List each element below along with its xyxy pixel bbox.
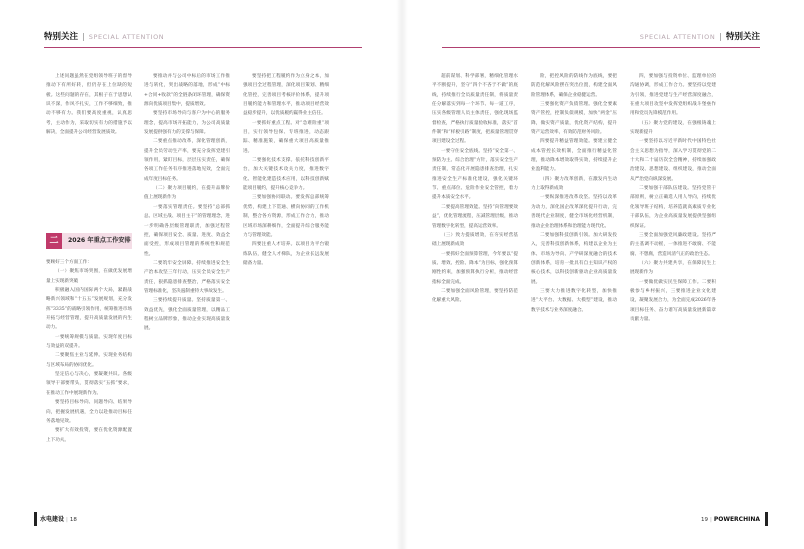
right-column-3 <box>630 72 716 324</box>
left-column-1-body <box>46 258 132 445</box>
left-footer <box>40 516 77 524</box>
footer-corner-mark <box>765 512 768 526</box>
paragraph: 一要抓好重点工程。对“急难险重”项目，实行领导包保、专班推进，动态跟踪、精准施策，确保重大项目高质量推进。 <box>243 120 329 154</box>
header-separator: | <box>82 32 85 41</box>
paragraph: 积极融入国内国际两个大局，紧跟战略新兴领域和“十五五”发展规划，充分发挥“3335”的战略引领作用，统筹推进市场开拓与经营管理，提升高质量发展的内生动力。 <box>46 288 132 331</box>
paragraph: 一要抓好全面预算管理，今年要以“提质、增效、控险、降本”为目标，强化预算刚性约束，加强预算执行分析，推动经营指标全面完成。 <box>432 251 518 285</box>
paragraph: 二要提高管理效能。坚持“向管理要效益”，优化管理流程，压减管理层级，推动管理数字化转型，提高运营效率。 <box>432 204 518 229</box>
footer-separator: | <box>709 517 712 523</box>
paragraph: 二要加强科技创新引领。加大研发投入，完善科技创新体系，构建以企业为主体、市场为导向、产学研深度融合的技术创新体系，培育一批具有自主知识产权的核心技术，以科技创新驱动企业高质量发展。 <box>531 232 617 285</box>
paragraph: 二要强化技术支撑。依托科技创新平台，加大关键技术攻关力度，推进数字化、智能化建造技术应用，以科技创新赋能项目履约，提升核心竞争力。 <box>243 158 329 192</box>
left-header-rule <box>44 47 362 48</box>
paragraph: 险，把控风险的防线作为底线，要把防范化解风险摆在突出位置，构建全面风险管理体系，确保企业稳健运营。 <box>531 74 617 98</box>
paragraph: 要坚持市场导向与客户为中心的服务理念，提高市场开拓能力，为公司高质量发展提供强有力的支撑与保障。 <box>144 111 230 136</box>
right-page <box>402 0 804 549</box>
header-section-en: SPECIAL ATTENTION <box>639 33 716 41</box>
paragraph: 四要提升精益管理效能。要建立健全成本管控长效机制，全面推行精益化管理，推动降本增效取得实效，持续提升企业盈利能力。 <box>531 139 617 173</box>
header-section-zh: 特别关注 <box>44 32 79 42</box>
right-footer <box>701 516 760 524</box>
right-header <box>640 30 760 44</box>
paragraph: （三）致力提质增效，在夯实经营基础上展现新成效 <box>432 232 518 248</box>
section-number-badge: 二 <box>46 233 62 249</box>
paragraph: 二要加强全面风险管理，要坚持防范化解重大风险。 <box>432 288 518 304</box>
paragraph: 要推动并与公司中标后的市场工作推进与转化，突出战略的落地，形成“中标+合同+收款”的全链条闭环管理，确保资源向优质项目集中，提质增效。 <box>144 74 230 108</box>
left-header <box>44 30 164 44</box>
paragraph: 一要统筹规模与质量。实现年度目标与效益的双提升。 <box>46 334 132 350</box>
paragraph: 要坚持目标导向、问题导向、结果导向，把握发展机遇，全力以赴推动目标任务落地见效。 <box>46 400 132 424</box>
page-number: 19 <box>700 517 708 523</box>
footer-brand: 水电建设 <box>40 516 65 523</box>
right-header-rule <box>442 47 760 48</box>
page-number: 18 <box>69 517 77 523</box>
section-title: 2026 年重点工作安排 <box>68 237 131 244</box>
paragraph: 要坚持把工程履约作为立身之本，加强项目全过程管理，深化项目策划、精细化管控，完善项目考核评价体系，提升项目履约能力和管理水平，推动项目经营效益稳步提升，以优质履约赢得业主信任。 <box>243 74 329 117</box>
paragraph: 三要全面加强党风廉政建设。坚持严的主基调不动摇，一体推进不敢腐、不能腐、不想腐，营造风清气正的政治生态。 <box>630 232 716 257</box>
paragraph: 二要筑牢安全屏障。持续推进安全生产治本攻坚三年行动，压实全员安全生产责任，狠抓隐患排查整治，严格落实安全管理标准化，坚决遏制重特大事故发生。 <box>144 260 230 294</box>
paragraph: 坚定信心与决心，要凝聚共识。各级领导干部要带头，贯彻落实“五抓”要求，在推动工作中展现新作为。 <box>46 372 132 396</box>
paragraph: （五）聚力党的建设，在强根铸魂上实现新提升 <box>630 120 716 136</box>
paragraph: （一）聚焦市场突围，在做优发展增量上实现新突破 <box>46 269 132 284</box>
paragraph: 一要落实管理责任。要坚持“总部抓总、区域主战、项目主干”的管理理念，进一步明确各层级管理职责，加强过程管控，确保项目安全、质量、进度、效益全面受控，形成项目管理的系统性和规范性。 <box>144 204 230 257</box>
paragraph: 要扩大有效投资，要在优化资源配置上下功夫。 <box>46 428 132 443</box>
left-column-3 <box>243 72 329 268</box>
footer-separator: | <box>66 517 68 523</box>
section-banner <box>46 233 132 249</box>
paragraph: （四）聚力改革创新，在激发内生动力上取得新成效 <box>531 176 617 192</box>
paragraph: （六）聚力共建共享，在保障民生上展现新作为 <box>630 260 716 276</box>
right-column-2 <box>531 72 617 315</box>
paragraph: 要顾好三个方面工作： <box>46 260 92 265</box>
left-column-1 <box>46 72 132 137</box>
header-section-zh: 特别关注 <box>725 32 760 42</box>
header-section-en: SPECIAL ATTENTION <box>88 33 165 41</box>
footer-brand: POWERCHINA <box>713 516 760 523</box>
paragraph: 一要纵深推进改革攻坚。坚持以改革为动力，深化国企改革深化提升行动，完善现代企业制度，健全市场化经营机制，推动企业治理体系和治理能力现代化。 <box>531 195 617 229</box>
paragraph: 三要强化资产负债管理。强化全要素资产管控，控制负债规模，加快“两金”压降，做实资产质量，优化资产结构，提升资产运营效率，有效防范财务风险。 <box>531 102 617 136</box>
paragraph: 三要加强协同联动。要发挥总部统筹优势，构建上下贯通、横向协同的工作机制，整合各方资源，形成工作合力，推动区域市场深耕细作，全面提升综合服务能力与管理效能。 <box>243 195 329 238</box>
paragraph: 上述问题虽然在党组领导班子的督导推动下有所好转，但仍存在上位缺的短板。这些问题的存在，其根子在于思想认识不深，作风不扎实，工作不够细致，推动不够有力。我们要高度重视，认真思考，主动作为，采取切实有力的措施予以解决，全面提升公司经营发展质效。 <box>46 74 132 136</box>
paragraph: 超前谋划、科学部署，精细化管理水平不断提升，坚守“四个不吝于不做”的底线，持续推行全员质量责任制，将质量责任分解落实到每一个环节、每一道工序，压实各级管理人员主体责任，强化现场监督检查，严格执行质量验收标准，落实“首件制”和“样板引路”制度，把质量管理贯穿项目建设全过程。 <box>432 74 518 145</box>
header-separator: | <box>719 32 722 41</box>
paragraph: 一要坚持以习近平新时代中国特色社会主义思想为指导，深入学习贯彻党的二十大和二十届历次全会精神，持续加强政治建设、思想建设、组织建设，推动全面从严治党向纵深发展。 <box>630 139 716 182</box>
right-column-1 <box>432 72 518 306</box>
paragraph: （二）聚力项目履约，在提升品牌价值上展现新作为 <box>144 186 230 201</box>
paragraph: 二要加强干部队伍建设。坚持党管干部原则，树立正确选人用人导向，持续优化领导班子结构，培养造就高素质专业化干部队伍，为企业高质量发展提供坚强组织保证。 <box>630 186 716 229</box>
paragraph: 一要守住安全底线。坚持“安全第一、预防为主、综合治理”方针，落实安全生产责任制，常态化开展隐患排查治理，扎实推进安全生产标准化建设，强化关键环节、重点部位、危险作业安全管控，着力提升本质安全水平。 <box>432 148 518 201</box>
paragraph: 一要做优做实民生保障工作。二要积极参与乡村振兴，三要推进企业文化建设，凝聚发展合力，为全面完成2026年各项目标任务、奋力谱写高质量发展新篇章贡献力量。 <box>630 279 716 322</box>
paragraph: 三要持续提升质量。坚持质量第一、效益优先，强化全面质量管理，以精品工程树立品牌形象，推动企业实现高质量发展。 <box>144 298 230 332</box>
footer-corner-mark <box>34 512 37 526</box>
paragraph: 四，要加强与投资单位、监理单位的沟通协调，形成工作合力。要坚持以党建为引领，推进党建与生产经营深度融合，在重大项目攻坚中发挥党组织战斗堡垒作用和党员先锋模范作用。 <box>630 74 716 117</box>
intro-text <box>46 72 132 137</box>
paragraph: 二要聚焦主业与延伸。实现业务结构与区域布局的协同优化。 <box>46 353 132 368</box>
left-column-2 <box>144 72 230 334</box>
paragraph: 三要大力推进数字化转型，加快推进“大平台、大数据、大模型”建设，推动数字技术与业务深度融合。 <box>531 288 617 313</box>
paragraph: 二要重点推动改革，深化管理创新，提升全员劳动生产率，要充分发挥党建引领作用，紧盯目标，层层压实责任，确保各项工作任务有序推进落地见效，全面完成年度目标任务。 <box>144 139 230 182</box>
paragraph: 四要注重人才培养。以项目为平台锻炼队伍，健全人才梯队，为企业长远发展储备力量。 <box>243 242 329 266</box>
